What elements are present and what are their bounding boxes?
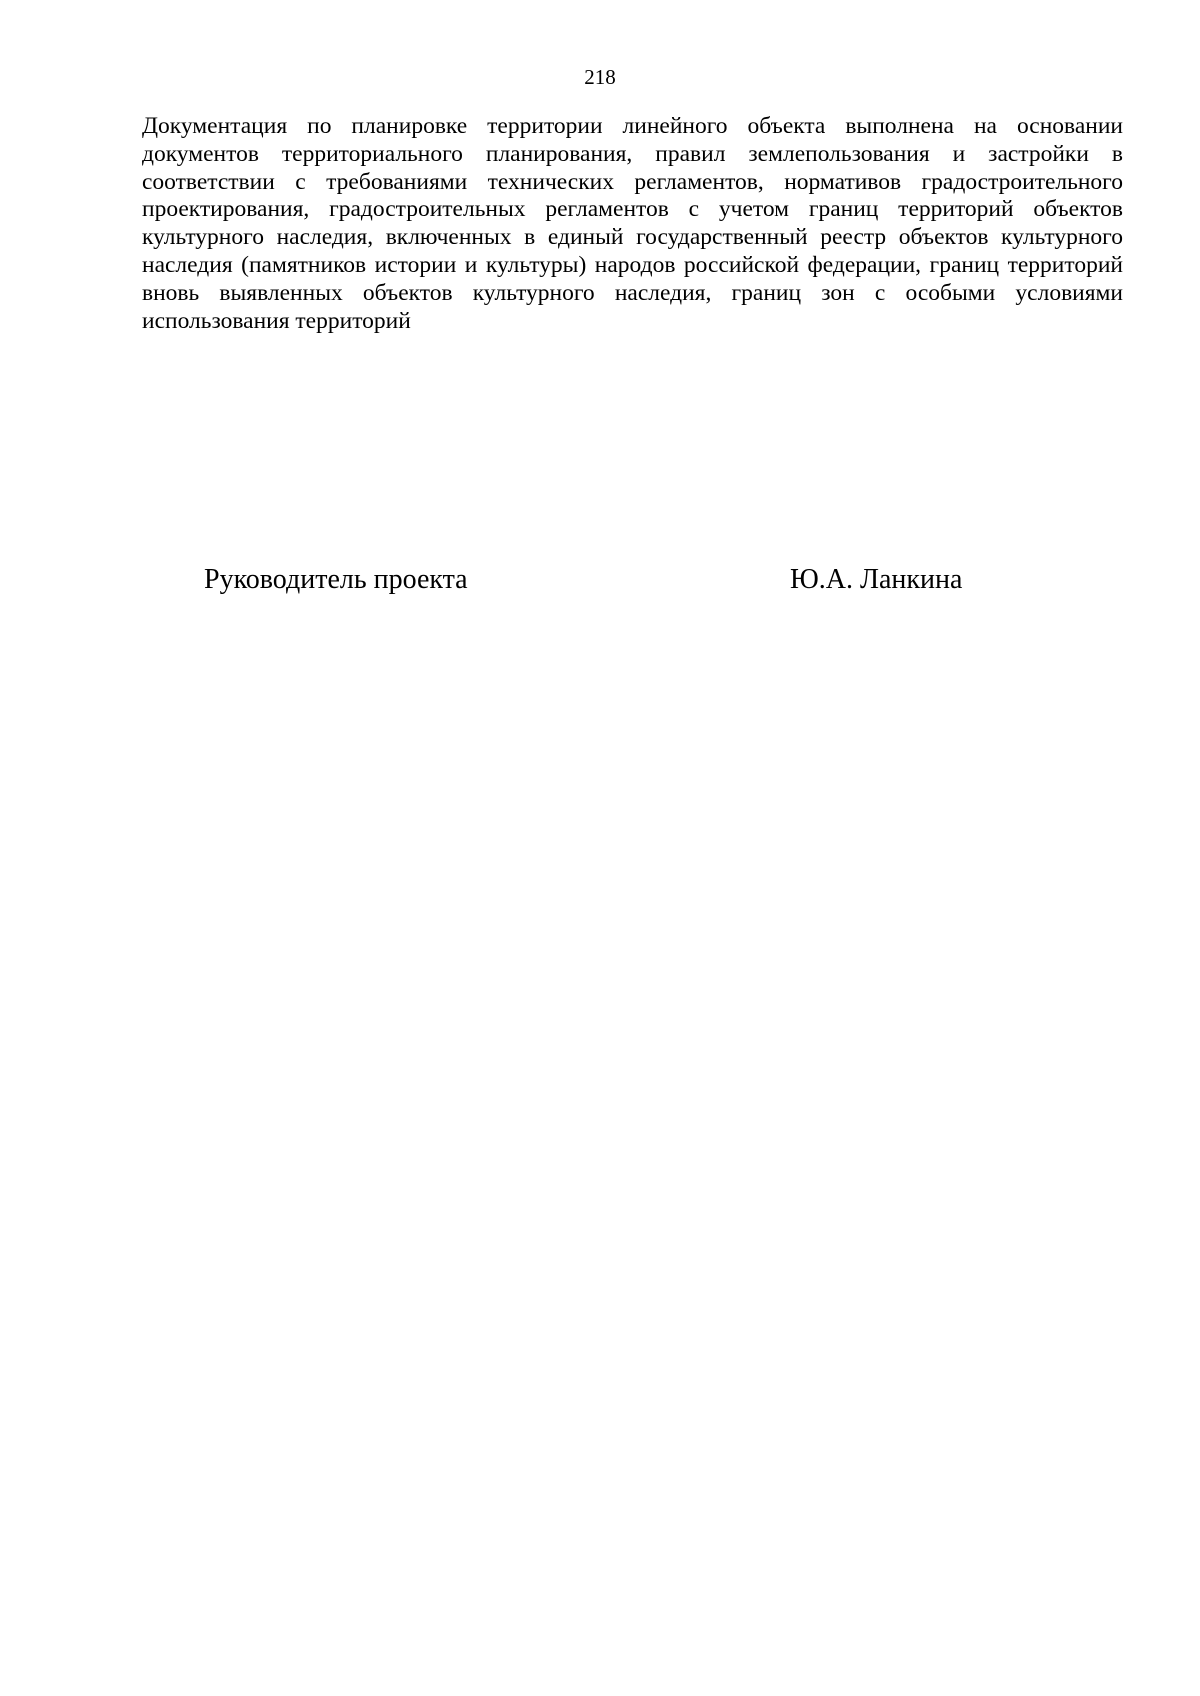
signature-role: Руководитель проекта — [204, 564, 468, 595]
page-number: 218 — [584, 65, 616, 89]
signature-name: Ю.А. Ланкина — [790, 564, 963, 595]
document-paragraph: Документация по планировке территории линейного объекта выполнена на основании документов территориального планирования, правил землепользования и застройки в соответствии с требованиями технических регламентов, нормативов градостроительного проектирования, градостроительных регламентов с учетом границ территорий объектов культурного наследия, включенных в единый государственный реестр объектов культурного наследия (памятников истории и культуры) народов российской федерации, границ территорий вновь выявленных объектов культурного наследия, границ зон с особыми условиями использования территорий — [142, 113, 1123, 334]
